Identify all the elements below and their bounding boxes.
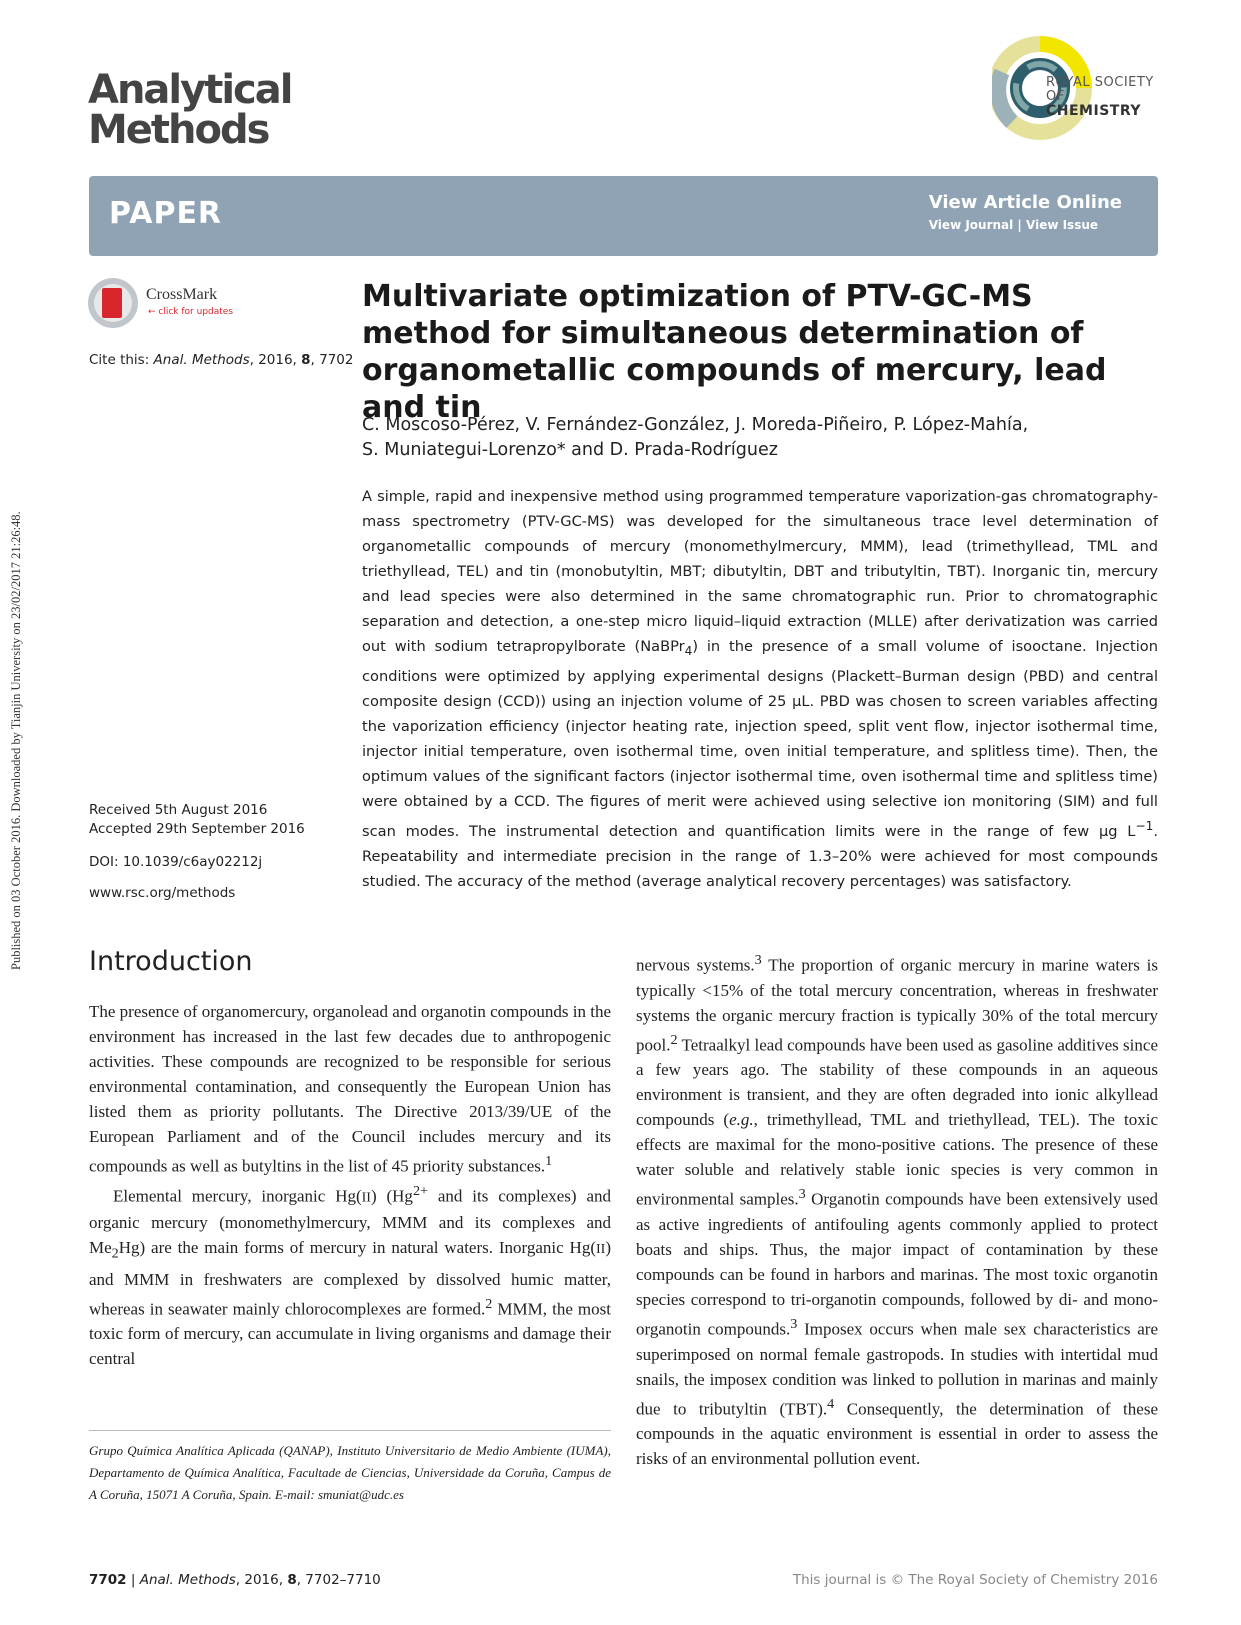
crossmark-icon — [88, 278, 138, 328]
rsc-logo-text: ROYAL SOCIETY OF CHEMISTRY — [1046, 75, 1154, 119]
reference-link[interactable]: 3 — [790, 1315, 798, 1332]
doi[interactable]: DOI: 10.1039/c6ay02212j — [89, 854, 263, 870]
paragraph: The presence of organomercury, organolead and organotin compounds in the environment has increased in the last few decades due to anthropogenic activities. These compounds are recognized to be responsible for serious environmental contamination, and consequently the European Union has listed them as priority pollutants. The Directive 2013/39/UE of the European Parliament and of the Council includes mercury and its compounds as well as butyltins in the list of 45 priority substances.$^1$ — [89, 1002, 611, 1176]
download-stamp: Published on 03 October 2016. Downloaded by Tianjin University on 23/02/2017 21:26:48. — [9, 511, 23, 970]
view-article-online-link[interactable]: View Article Online — [928, 192, 1122, 213]
corresponding-author-mark: * — [556, 440, 566, 460]
footnote-divider — [89, 1430, 611, 1431]
journal-logo-line1: Analytical — [88, 67, 292, 113]
reference-link[interactable]: 3 — [798, 1186, 806, 1203]
article-type-label: PAPER — [109, 196, 223, 231]
crossmark-label: CrossMark — [146, 286, 218, 303]
view-issue-link[interactable]: View Issue — [1026, 218, 1099, 232]
body-column-left — [89, 999, 611, 1371]
paragraph: nervous systems.$^3$ The proportion of organic mercury in marine waters is typically <15% of the total mercury concentration, whereas in freshwater systems the organic mercury fraction is typically 30% of the total mercury pool.$^2$ Tetraalkyl lead compounds have been used as gasoline additives since a few years ago. The stability of these compounds in an aqueous environment is transient, and they are often degraded into ionic alkyllead compounds (e.g., trimethyllead, TML and triethyllead, TEL). The toxic effects are maximal for the mono-positive cations. The presence of these water soluble and relatively stable ionic species is very common in environmental samples.$^3$ Organotin compounds have been extensively used as active ingredients of antifouling agents commonly applied to protect boats and ships. Thus, the major impact of contamination by these compounds can be found in harbors and marinas. The most toxic organotin species correspond to tri-organotin compounds, followed by di- and mono-organotin compounds.$^3$ Imposex occurs when male sex characteristics are superimposed on normal female gastropods. In studies with intertidal mud snails, the imposex condition was linked to pollution in marinas and mainly due to tributyltin (TBT).$^4$ Consequently, the determination of these compounds in the aquatic environment is essential in order to assess the risks of an environmental pollution event. — [636, 952, 1158, 1469]
abstract: A simple, rapid and inexpensive method using programmed temperature vaporization-gas chromatography-mass spectrometry (PTV-GC-MS) was developed for the simultaneous trace level determination of organometallic compounds of mercury (monomethylmercury, MMM), lead (trimethyllead, TML and triethyllead, TEL) and tin (monobutyltin, MBT; dibutyltin, DBT and tributyltin, TBT). Inorganic tin, mercury and lead species were also determined in the same chromatographic run. Prior to chromatographic separation and detection, a one-step micro liquid–liquid extraction (MLLE) after derivatization was carried out with sodium tetrapropylborate (NaBPr$_4$) in the presence of a small volume of isooctane. Injection conditions were optimized by applying experimental designs (Plackett–Burman design (PBD) and central composite design (CCD)) using an injection volume of 25 μL. PBD was chosen to screen variables affecting the vaporization efficiency (injector heating rate, injection speed, split vent flow, injector isothermal time, injector initial temperature, oven isothermal time, oven initial temperature, and splitless time). Then, the optimum values of the significant factors (injector isothermal time, oven isothermal time and splitless time) were obtained by a CCD. The figures of merit were achieved using selective ion monitoring (SIM) and full scan modes. The instrumental detection and quantification limits were in the range of few μg $L^{-1}$. Repeatability and intermediate precision in the range of 1.3–20% were achieved for most compounds studied. The accuracy of the method (average analytical recovery percentages) was satisfactory. — [362, 488, 1158, 890]
paragraph: Elemental mercury, inorganic Hg(II) ($Hg^{2+}$ and its complexes) and organic mercury (monomethylmercury, MMM and its complexes and $Me_2Hg$) are the main forms of mercury in natural waters. Inorganic Hg(II) and MMM in freshwaters are complexed by dissolved humic matter, whereas in seawater mainly chlorocomplexes are formed.$^2$ MMM, the most toxic form of mercury, can accumulate in living organisms and damage their central — [89, 1182, 611, 1369]
accepted-date: Accepted 29th September 2016 — [89, 821, 305, 837]
journal-website-link[interactable]: www.rsc.org/methods — [89, 885, 236, 901]
citation: Cite this: Anal. Methods, 2016, 8, 7702 — [89, 352, 354, 368]
reference-link[interactable]: 2 — [485, 1295, 493, 1312]
body-column-right — [636, 948, 1158, 1471]
page-folio: 7702 | Anal. Methods, 2016, 8, 7702–7710 — [89, 1572, 381, 1588]
section-heading-introduction: Introduction — [89, 946, 253, 977]
journal-logo-line2: Methods — [88, 107, 269, 153]
link-separator: | — [1013, 218, 1026, 232]
reference-link[interactable]: 4 — [827, 1395, 835, 1412]
article-title: Multivariate optimization of PTV-GC-MS method for simultaneous determination of organometallic compounds of mercury, lead and tin — [362, 279, 1107, 425]
affiliation-footnote: Grupo Química Analítica Aplicada (QANAP), Instituto Universitario de Medio Ambiente (IUMA), Departamento de Química Analítica, Facultade de Ciencias, Universidade da Coruña, Campus de A Coruña, 15071 A Coruña, Spain. E-mail: smuniat@udc.es — [89, 1443, 611, 1502]
crossmark-badge[interactable] — [88, 278, 238, 334]
reference-link[interactable]: 1 — [545, 1153, 553, 1169]
reference-link[interactable]: 2 — [670, 1031, 678, 1048]
view-journal-link[interactable]: View Journal — [928, 218, 1014, 232]
article-type-banner — [89, 176, 1158, 256]
copyright-notice: This journal is © The Royal Society of Chemistry 2016 — [792, 1572, 1158, 1588]
journal-logo[interactable] — [88, 67, 292, 153]
reference-link[interactable]: 3 — [754, 952, 762, 968]
article-links — [929, 192, 1122, 232]
author-list: C. Moscoso-Pérez, V. Fernández-González, J. Moreda-Piñeiro, P. López-Mahía, S. Muniategui-Lorenzo* and D. Prada-Rodríguez — [362, 415, 1029, 460]
crossmark-subtitle: ← click for updates — [148, 307, 234, 317]
article-dates — [89, 801, 305, 839]
received-date: Received 5th August 2016 — [89, 802, 268, 818]
rsc-logo[interactable] — [992, 32, 1162, 144]
